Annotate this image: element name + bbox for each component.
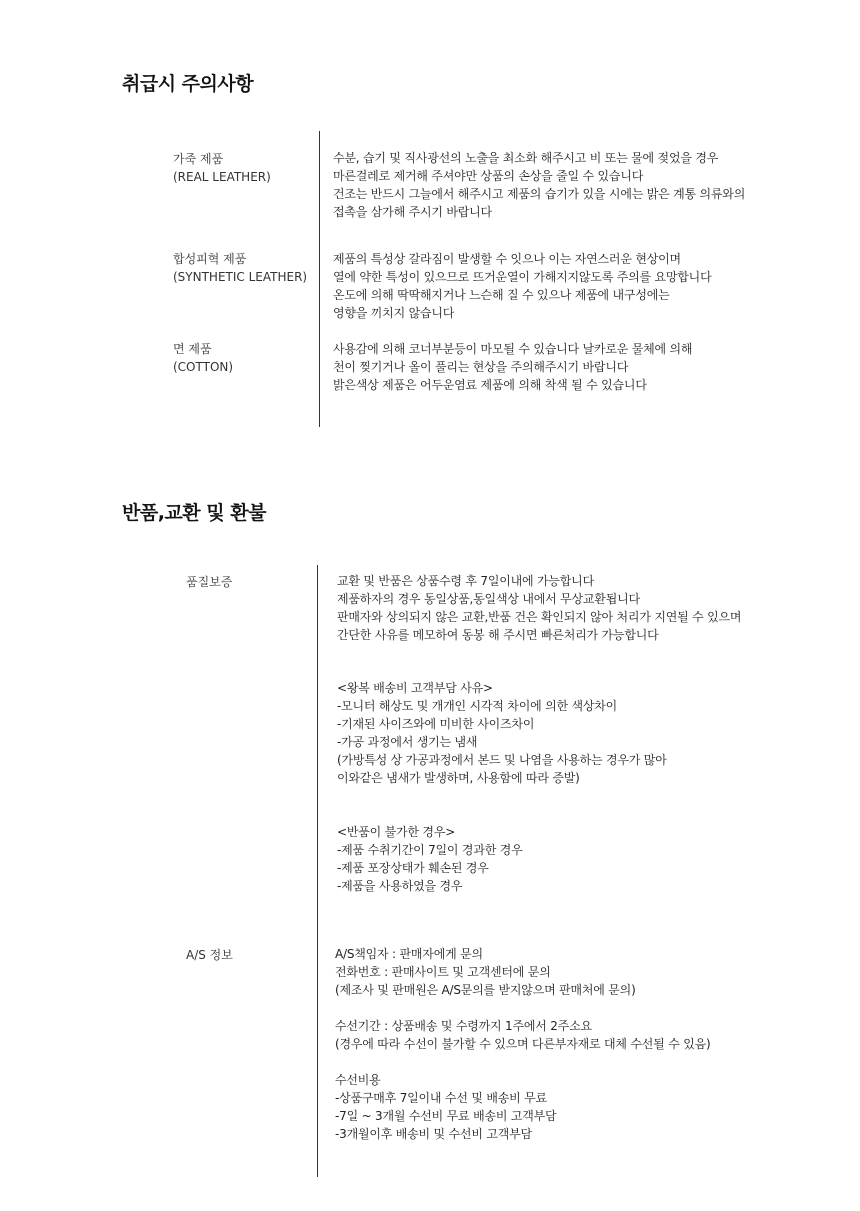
text-line: 간단한 사유를 메모하여 동봉 해 주시면 빠른처리가 가능합니다 — [337, 628, 659, 642]
text-line: 영향을 끼치지 않습니다 — [333, 306, 455, 320]
label-real-leather — [173, 150, 271, 186]
text-line: 전화번호 : 판매사이트 및 고객센터에 문의 — [335, 965, 551, 979]
text-line: 판매자와 상의되지 않은 교환,반품 건은 확인되지 않아 처리가 지연될 수 있으며 — [337, 610, 742, 624]
text-line: 교환 및 반품은 상품수령 후 7일이내에 가능합니다 — [337, 574, 594, 588]
label-quality-guarantee — [186, 573, 232, 591]
section-divider-returns — [317, 565, 318, 1177]
section-divider-care — [319, 131, 320, 427]
text-quality-intro — [337, 572, 741, 644]
text-cotton — [333, 340, 692, 394]
text-line: 사용감에 의해 코너부분등이 마모될 수 있습니다 날카로운 물체에 의해 — [333, 342, 693, 356]
label-as-info — [186, 946, 233, 964]
label-line: A/S 정보 — [186, 948, 233, 962]
label-cotton — [173, 340, 233, 376]
text-line: 수선비용 — [335, 1073, 381, 1087]
text-line: 수분, 습기 및 직사광선의 노출을 최소화 해주시고 비 또는 물에 젖었을 경우 — [333, 151, 719, 165]
text-line: -제품을 사용하였을 경우 — [337, 879, 463, 893]
text-line: (제조사 및 판매원은 A/S문의를 받지않으며 판매처에 문의) — [335, 983, 636, 997]
text-real-leather — [333, 149, 745, 221]
section-title-care: 취급시 주의사항 — [122, 73, 254, 95]
text-synthetic-leather — [333, 250, 711, 322]
text-line: -기재된 사이즈와에 미비한 사이즈차이 — [337, 717, 535, 731]
text-line: -3개월이후 배송비 및 수선비 고객부담 — [335, 1127, 532, 1141]
text-shipping-cost-reasons — [337, 679, 667, 787]
label-line: 품질보증 — [186, 575, 233, 589]
text-line: 온도에 의해 딱딱해지거나 느슨해 질 수 있으나 제품에 내구성에는 — [333, 288, 670, 302]
text-line: -상품구매후 7일이내 수선 및 배송비 무료 — [335, 1091, 547, 1105]
label-line: 합성피혁 제품 — [173, 252, 247, 266]
text-line: 제품하자의 경우 동일상품,동일색상 내에서 무상교환됩니다 — [337, 592, 640, 606]
text-line: 접촉을 삼가해 주시기 바랍니다 — [333, 205, 492, 219]
text-line: <왕복 배송비 고객부담 사유> — [337, 681, 493, 695]
text-line: 마른걸레로 제거해 주셔야만 상품의 손상을 줄일 수 있습니다 — [333, 169, 644, 183]
text-line: -7일 ~ 3개월 수선비 무료 배송비 고객부담 — [335, 1109, 557, 1123]
text-no-return-cases — [337, 823, 523, 895]
text-line: <반품이 불가한 경우> — [337, 825, 456, 839]
text-line: -가공 과정에서 생기는 냄새 — [337, 735, 478, 749]
text-line: 이와같은 냄새가 발생하며, 사용함에 따라 증발) — [337, 771, 580, 785]
label-line: (REAL LEATHER) — [173, 170, 271, 184]
label-line: 가죽 제품 — [173, 152, 224, 166]
text-line: (가방특성 상 가공과정에서 본드 및 나염을 사용하는 경우가 많아 — [337, 753, 667, 767]
text-line: 수선기간 : 상품배송 및 수령까지 1주에서 2주소요 — [335, 1019, 592, 1033]
label-line: 면 제품 — [173, 342, 212, 356]
text-line: -모니터 해상도 및 개개인 시각적 차이에 의한 색상차이 — [337, 699, 618, 713]
label-line: (COTTON) — [173, 360, 234, 374]
text-line: 밝은색상 제품은 어두운염료 제품에 의해 착색 될 수 있습니다 — [333, 378, 647, 392]
label-line: (SYNTHETIC LEATHER) — [173, 270, 308, 284]
text-as-period — [335, 1017, 710, 1053]
label-synthetic-leather — [173, 250, 307, 286]
text-line: 열에 약한 특성이 있으므로 뜨거운열이 가해지지않도록 주의를 요망합니다 — [333, 270, 712, 284]
text-line: 제품의 특성상 갈라짐이 발생할 수 잇으나 이는 자연스러운 현상이며 — [333, 252, 681, 266]
text-as-contact — [335, 945, 636, 999]
text-line: (경우에 따라 수선이 불가할 수 있으며 다른부자재로 대체 수선될 수 있음) — [335, 1037, 711, 1051]
text-line: 건조는 반드시 그늘에서 해주시고 제품의 습기가 있을 시에는 밝은 계통 의류와의 — [333, 187, 746, 201]
text-line: -제품 포장상태가 훼손된 경우 — [337, 861, 489, 875]
text-as-cost — [335, 1071, 556, 1143]
text-line: -제품 수취기간이 7일이 경과한 경우 — [337, 843, 523, 857]
section-title-returns: 반품,교환 및 환불 — [122, 502, 266, 524]
text-line: 천이 찢기거나 올이 풀리는 현상을 주의해주시기 바랍니다 — [333, 360, 629, 374]
text-line: A/S책임자 : 판매자에게 문의 — [335, 947, 483, 961]
